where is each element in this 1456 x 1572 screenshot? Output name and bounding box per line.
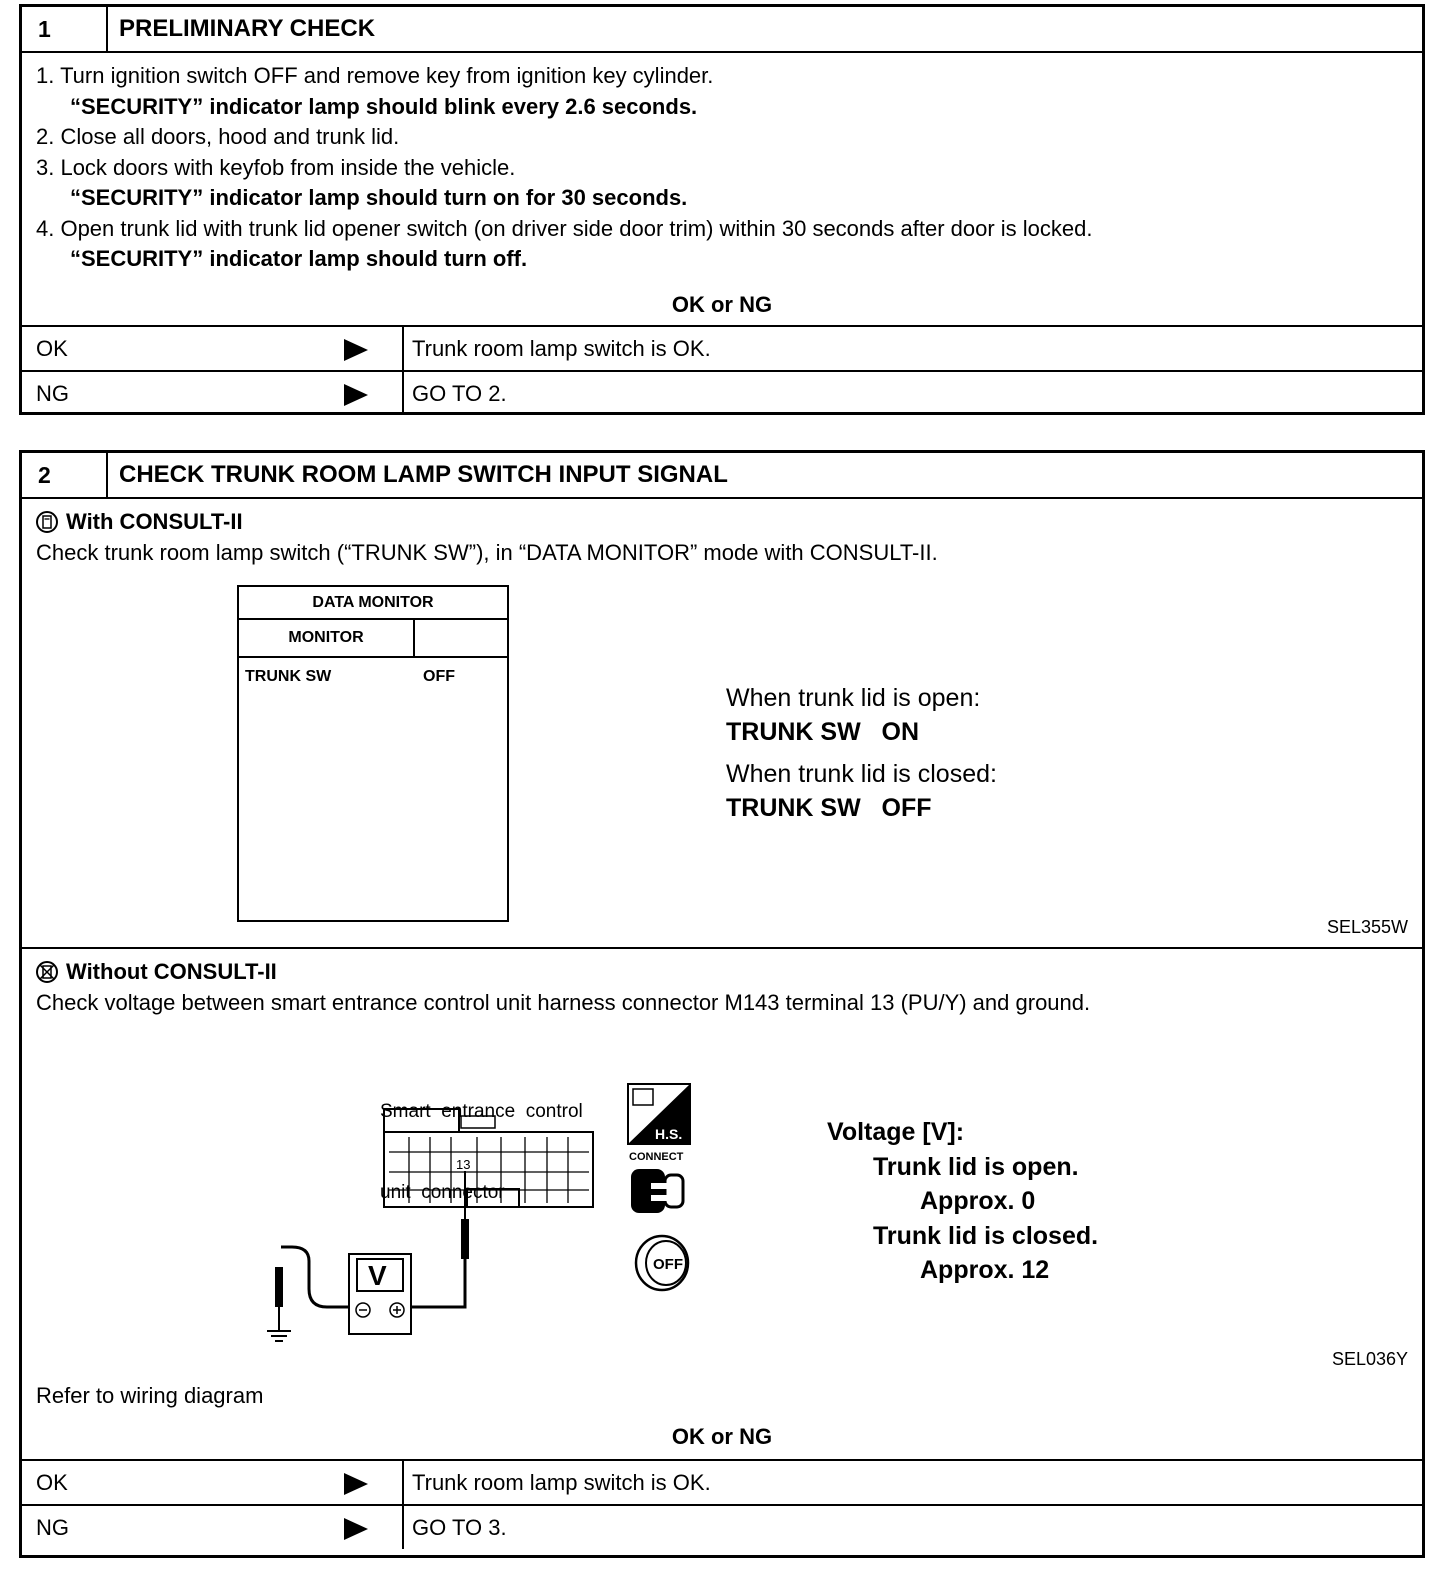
instruction-line: “SECURITY” indicator lamp should turn on for 30 seconds.: [70, 185, 688, 210]
svg-text:OFF: OFF: [653, 1256, 683, 1273]
result-row-ng: [22, 370, 1422, 415]
data-monitor-title: DATA MONITOR: [239, 587, 507, 620]
without-consult-heading: Without CONSULT-II: [66, 959, 277, 984]
figure-code: SEL036Y: [1331, 1349, 1408, 1369]
result-label: NG: [36, 1515, 69, 1540]
arrow-right-icon: [344, 1473, 368, 1495]
harness-side-icon: [627, 1083, 691, 1145]
open-voltage: Approx. 0: [920, 1187, 1036, 1215]
monitor-item: TRUNK SW: [245, 668, 332, 685]
step-2-box: [19, 450, 1425, 1558]
closed-value: TRUNK SW OFF: [726, 794, 932, 822]
result-action: GO TO 2.: [412, 380, 507, 406]
result-label: OK: [36, 335, 68, 361]
connect-label: CONNECT: [629, 1151, 684, 1163]
voltmeter-symbol: V: [368, 1260, 387, 1291]
closed-voltage: Approx. 12: [920, 1256, 1050, 1284]
instruction-line: “SECURITY” indicator lamp should turn off.: [70, 246, 528, 271]
no-consult-icon: [36, 961, 58, 983]
ignition-off-icon: [632, 1233, 696, 1293]
connect-icon: [627, 1165, 691, 1217]
arrow-right-icon: [344, 384, 368, 406]
open-condition: Trunk lid is open.: [873, 1152, 1079, 1181]
ok-or-ng-label: OK or NG: [671, 291, 773, 317]
data-monitor-screen: [237, 585, 509, 922]
result-row-ok: [22, 325, 1422, 370]
arrow-right-icon: [344, 339, 368, 361]
step-1-header: [22, 7, 1422, 53]
step-title: CHECK TRUNK ROOM LAMP SWITCH INPUT SIGNAL: [119, 461, 728, 488]
svg-text:H.S.: H.S.: [655, 1126, 683, 1142]
result-action: Trunk room lamp switch is OK.: [412, 335, 711, 361]
ok-or-ng-label: OK or NG: [671, 1424, 773, 1449]
result-action: Trunk room lamp switch is OK.: [412, 1470, 711, 1495]
step-number: 2: [22, 453, 108, 497]
instruction-line: 2. Close all doors, hood and trunk lid.: [36, 124, 400, 149]
open-label: When trunk lid is open:: [726, 684, 981, 712]
result-label: OK: [36, 1470, 68, 1495]
connector-label: unit connector: [380, 1182, 505, 1203]
connector-label: Smart entrance control: [380, 1101, 583, 1122]
connector-wiring-diagram: [237, 1099, 597, 1349]
instruction-line: “SECURITY” indicator lamp should blink every 2.6 seconds.: [70, 93, 698, 119]
instruction-line: 3. Lock doors with keyfob from inside the vehicle.: [36, 154, 516, 180]
step-2-header: [22, 453, 1422, 499]
with-consult-section: [22, 499, 1422, 949]
with-consult-heading: With CONSULT-II: [66, 509, 243, 534]
instruction-list: [22, 53, 1422, 275]
without-consult-text: Check voltage between smart entrance control unit harness connector M143 terminal 13 (PU/Y) and ground.: [36, 989, 1091, 1015]
open-value: TRUNK SW ON: [726, 718, 920, 746]
closed-label: When trunk lid is closed:: [726, 760, 997, 788]
instruction-line: 4. Open trunk lid with trunk lid opener switch (on driver side door trim) within 30 seconds after door is locked.: [36, 215, 1093, 241]
step-1-box: [19, 4, 1425, 415]
voltage-title: Voltage [V]:: [827, 1118, 965, 1146]
step-title: PRELIMINARY CHECK: [119, 15, 376, 42]
without-consult-section: [22, 949, 1422, 1414]
instruction-line: 1. Turn ignition switch OFF and remove key from ignition key cylinder.: [36, 63, 714, 88]
arrow-right-icon: [344, 1518, 368, 1540]
refer-wiring-link[interactable]: Refer to wiring diagram: [36, 1383, 264, 1408]
consult-tool-icon: [36, 511, 58, 533]
result-row-ng: [22, 1504, 1422, 1549]
terminal-number: 13: [456, 1157, 471, 1172]
with-consult-text: Check trunk room lamp switch (“TRUNK SW”), in “DATA MONITOR” mode with CONSULT-II.: [36, 539, 938, 565]
closed-condition: Trunk lid is closed.: [873, 1221, 1099, 1250]
monitor-column: MONITOR: [239, 620, 415, 656]
step-number: 1: [22, 7, 108, 51]
result-row-ok: [22, 1459, 1422, 1504]
result-label: NG: [36, 380, 69, 406]
figure-code: SEL355W: [1326, 917, 1408, 937]
monitor-value: OFF: [423, 668, 455, 685]
result-action: GO TO 3.: [412, 1515, 507, 1540]
